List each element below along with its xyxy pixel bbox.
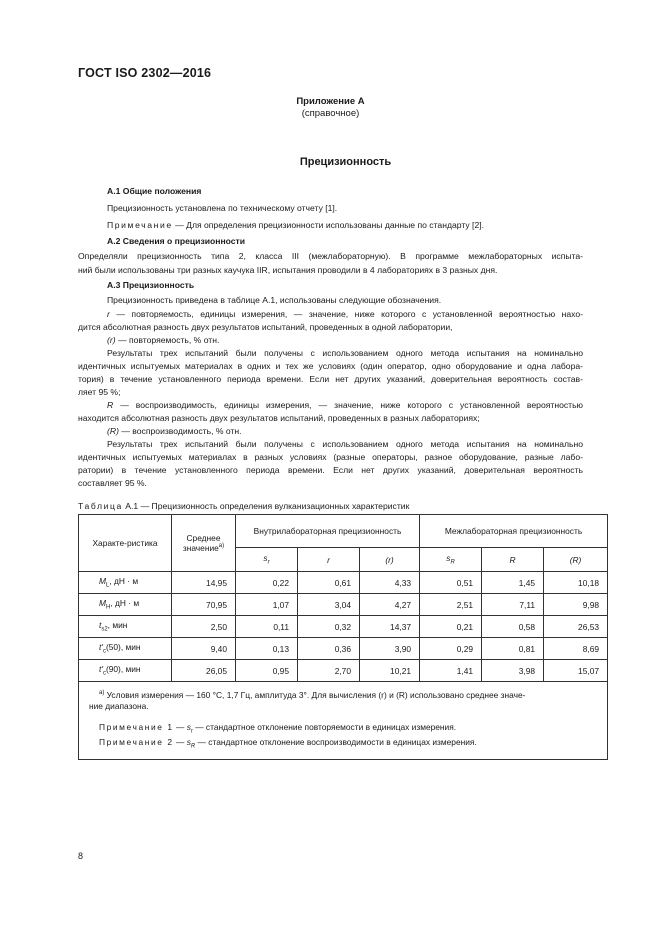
symbol-R-percent: (R) — [107, 426, 119, 436]
cell-r: 0,61 — [298, 572, 360, 594]
param-sub: L — [105, 582, 110, 589]
cell-sR: 0,29 — [420, 638, 482, 660]
note-text: — стандартное отклонение воспроизводимости в единицах измерения. — [195, 737, 477, 748]
cell-parameter — [79, 616, 172, 638]
paragraph-a2-line: ний были использованы три разных каучука IIR, испытания проводили в 4 лабораториях в 3 разных дня. — [78, 265, 498, 275]
cell-sR: 0,21 — [420, 616, 482, 638]
annex-subtitle: (справочное) — [301, 108, 360, 119]
note-symbol: s — [186, 721, 191, 732]
paragraph-a3-line — [107, 426, 242, 437]
table-note-1: Примечание 1 — $s_r$ — стандартное отклонение повторяемости в единицах измерения. — [99, 721, 457, 735]
note-label: Примечание 1 — [99, 721, 174, 732]
paragraph-a3-line: Результаты трех испытаний были получены с использованием одного метода испытания на номинально — [107, 439, 583, 449]
cell-parameter — [79, 594, 172, 616]
cell-sR: 2,51 — [420, 594, 482, 616]
cell-sr: 0,95 — [236, 660, 298, 682]
table-row — [79, 638, 608, 660]
header-mean-text: Среднее значение — [182, 533, 221, 553]
footnote-line: ние диапазона. — [89, 700, 149, 711]
param-symbol: t — [99, 620, 102, 631]
table-notes-row — [79, 682, 608, 760]
param-sub: c — [102, 670, 106, 677]
note-label: Примечание 2 — [99, 737, 174, 748]
cell-sR: 0,51 — [420, 572, 482, 594]
symbol-R: R — [107, 400, 114, 410]
page-number: 8 — [78, 851, 84, 861]
sR-sub: R — [450, 559, 455, 566]
cell-sr: 0,13 — [236, 638, 298, 660]
header-within-lab: Внутрилабораторная прецизионность — [236, 515, 420, 548]
paragraph-a3-line: Прецизионность приведена в таблице А.1, использованы следующие обозначения. — [107, 295, 442, 305]
section-title: Прецизионность — [299, 156, 392, 168]
param-symbol: t' — [99, 664, 103, 675]
table-row — [79, 572, 608, 594]
cell-R: 1,45 — [482, 572, 544, 594]
cell-R: 7,11 — [482, 594, 544, 616]
paragraph-a3-line — [107, 309, 583, 320]
param-unit: (90), мин — [105, 664, 141, 675]
cell-rp: 3,90 — [360, 638, 420, 660]
cell-mean: 14,95 — [172, 572, 236, 594]
paragraph-a3-line — [107, 335, 219, 346]
header-between-lab: Межлабораторная прецизионность — [420, 515, 608, 548]
cell-sR: 1,41 — [420, 660, 482, 682]
table-notes — [79, 682, 608, 760]
note-text: — стандартное отклонение повторяемости в единицах измерения. — [192, 721, 457, 732]
cell-sr: 1,07 — [236, 594, 298, 616]
param-symbol: t' — [99, 642, 103, 653]
definition-text: — воспроизводимость, единицы измерения, — значение, ниже которого с установленной вероятностью — [113, 400, 583, 410]
footnote-text: Условия измерения — 160 °С, 1,7 Гц, амплитуда 3°. Для вычисления (r) и (R) использовано среднее значе- — [104, 689, 526, 700]
cell-R: 3,98 — [482, 660, 544, 682]
header-mean — [172, 515, 236, 572]
table-row — [79, 660, 608, 682]
note-text: — Для определения прецизионности использованы данные по стандарту [2]. — [172, 220, 485, 230]
paragraph-a3-line: ратории) в течение установленного периода времени. Если нет других указаний, доверительная вероятность — [78, 465, 583, 475]
cell-mean: 26,05 — [172, 660, 236, 682]
note-sub: r — [190, 728, 193, 735]
cell-Rp: 8,69 — [544, 638, 608, 660]
param-sub: s2 — [101, 626, 108, 633]
cell-Rp: 10,18 — [544, 572, 608, 594]
param-unit: , дН · м — [110, 598, 140, 609]
paragraph-a3-line: тория) в течение установленного периода времени. Если нет других указаний, доверительная вероятность состав- — [78, 374, 583, 384]
symbol-r-percent: (r) — [107, 335, 116, 345]
paragraph-a3-line: идентичных испытуемых материалах в одних и тех же условиях (один оператор, одно оборудование и одна лабора- — [78, 361, 583, 371]
cell-parameter — [79, 638, 172, 660]
cell-Rp: 9,98 — [544, 594, 608, 616]
paragraph-a3-line: находится абсолютная разность двух результатов испытаний, проведенных в разных лабораториях; — [78, 413, 480, 423]
cell-R: 0,58 — [482, 616, 544, 638]
sR-symbol: s — [446, 553, 451, 564]
paragraph-a3-line: дится абсолютная разность двух результатов испытаний, проведенных в одной лаборатории, — [78, 322, 453, 332]
param-symbol: M — [99, 576, 106, 587]
param-unit: , мин — [107, 620, 128, 631]
cell-rp: 14,37 — [360, 616, 420, 638]
definition-text: — повторяемость, % отн. — [115, 335, 220, 345]
symbol-r: r — [107, 309, 110, 319]
paragraph-a1: Прецизионность установлена по техническому отчету [1]. — [107, 203, 338, 213]
param-unit: , дН · м — [109, 576, 139, 587]
annex-title: Приложение А — [296, 96, 365, 107]
heading-a3: А.3 Прецизионность — [107, 280, 195, 290]
cell-mean: 9,40 — [172, 638, 236, 660]
table-note-2: Примечание 2 — $s_R$ — стандартное отклонение воспроизводимости в единицах измерения. — [99, 737, 477, 751]
footnote-mark: а) — [99, 690, 105, 696]
sr-sub: r — [267, 559, 270, 566]
cell-parameter — [79, 572, 172, 594]
cell-r: 3,04 — [298, 594, 360, 616]
param-sub: c — [102, 648, 106, 655]
cell-Rp: 26,53 — [544, 616, 608, 638]
cell-rp: 10,21 — [360, 660, 420, 682]
header-characteristic: Характе-ристика — [79, 515, 172, 572]
table-caption-label: Таблица — [78, 501, 123, 511]
table-caption — [78, 501, 409, 511]
note-label: Примечание — [107, 220, 173, 230]
cell-sr: 0,22 — [236, 572, 298, 594]
paragraph-a3-line: идентичных испытуемых материалах в разных условиях (разные операторы, разное оборудование, разные лабо- — [78, 452, 583, 462]
param-unit: (50), мин — [105, 642, 141, 653]
footnote-line — [89, 688, 597, 701]
heading-a2: А.2 Сведения о прецизионности — [107, 236, 246, 246]
cell-r: 2,70 — [298, 660, 360, 682]
note-symbol: s — [186, 737, 191, 748]
table-row — [79, 594, 608, 616]
sr-symbol: s — [263, 553, 268, 564]
header-R-percent: (R) — [544, 548, 608, 572]
paragraph-a3-line — [107, 400, 583, 411]
cell-R: 0,81 — [482, 638, 544, 660]
document-header: ГОСТ ISO 2302—2016 — [78, 66, 212, 80]
cell-mean: 70,95 — [172, 594, 236, 616]
cell-rp: 4,33 — [360, 572, 420, 594]
note-a1 — [107, 220, 484, 231]
table-header-row — [79, 515, 608, 548]
cell-parameter — [79, 660, 172, 682]
cell-mean: 2,50 — [172, 616, 236, 638]
note-sub: R — [190, 744, 196, 751]
header-sr — [236, 548, 298, 572]
definition-text: — воспроизводимость, % отн. — [118, 426, 242, 436]
header-R: R — [482, 548, 544, 572]
cell-Rp: 15,07 — [544, 660, 608, 682]
precision-table — [78, 514, 608, 760]
paragraph-a2-line: Определяли прецизионность типа 2, класса III (межлабораторную). В программе межлабораторных испыта- — [78, 251, 583, 261]
header-sR — [420, 548, 482, 572]
cell-r: 0,36 — [298, 638, 360, 660]
paragraph-a3-line: Результаты трех испытаний были получены с использованием одного метода испытания на номинально — [107, 348, 583, 358]
heading-a1: А.1 Общие положения — [107, 186, 202, 196]
cell-rp: 4,27 — [360, 594, 420, 616]
paragraph-a3-line: ляет 95 %; — [78, 387, 121, 397]
definition-text: — повторяемость, единицы измерения, — значение, ниже которого с установленной вероятностью нахо- — [109, 309, 583, 319]
header-r: r — [298, 548, 360, 572]
footnote-ref: а) — [218, 543, 225, 550]
paragraph-a3-line: составляет 95 %. — [78, 478, 147, 488]
param-symbol: M — [99, 598, 106, 609]
table-row — [79, 616, 608, 638]
header-r-percent: (r) — [360, 548, 420, 572]
table-caption-text: А.1 — Прецизионность определения вулканизационных характеристик — [122, 501, 410, 511]
param-sub: H — [105, 604, 111, 611]
cell-sr: 0,11 — [236, 616, 298, 638]
cell-r: 0,32 — [298, 616, 360, 638]
